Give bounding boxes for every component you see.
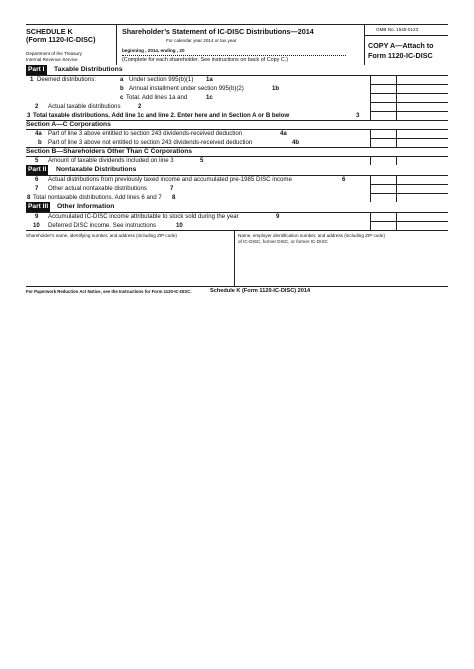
line-4a-total[interactable]: [396, 129, 449, 138]
shareholder-info-label: Shareholder’s name, identifying number, and address (including ZIP code): [26, 233, 177, 238]
line-10-amount[interactable]: [370, 221, 397, 230]
line-label: Annual installment under section 995(b)(2): [129, 85, 244, 92]
tax-period-underline: [122, 55, 346, 56]
omb-rule: [364, 35, 448, 36]
line-ref: 1b: [272, 85, 280, 92]
line-1b-amount[interactable]: [370, 84, 397, 93]
line-4b-amount[interactable]: [370, 138, 397, 147]
line-label: Accumulated IC-DISC income attributable to stock sold during the year: [48, 213, 239, 220]
line-ref: 7: [170, 185, 174, 192]
line-3-row: [26, 111, 448, 120]
form-number: (Form 1120-IC-DISC): [26, 35, 96, 44]
line-5-total[interactable]: [396, 156, 449, 165]
department-label: Department of the Treasury: [26, 51, 82, 56]
line-number: 4a: [35, 130, 42, 137]
line-4a-amount[interactable]: [370, 129, 397, 138]
line-7-total[interactable]: [396, 184, 449, 193]
line-1a-total[interactable]: [396, 75, 449, 84]
line-sub: a: [120, 76, 124, 83]
line-4b-row: [26, 138, 448, 147]
line-ref: 9: [276, 213, 280, 220]
shareholder-info-field[interactable]: [26, 240, 234, 286]
line-number: 7: [35, 185, 39, 192]
disc-info-label-2: of IC-DISC, former DISC, or former IC-DISC: [238, 239, 328, 244]
irs-label: Internal Revenue Service: [26, 57, 78, 62]
line-1c-row: [26, 93, 448, 102]
rule: [26, 230, 448, 231]
part-1-title: Taxable Distributions: [54, 66, 123, 73]
line-10-total[interactable]: [396, 221, 449, 230]
line-9-row: [26, 212, 448, 221]
line-6-amount[interactable]: [370, 175, 397, 184]
line-label: Amount of taxable dividends included on line 3: [48, 157, 174, 164]
paperwork-notice: For Paperwork Reduction Act Notice, see the Instructions for Form 1120-IC-DISC.: [26, 289, 192, 294]
line-label: Total. Add lines 1a and: [126, 94, 188, 101]
line-label: Part of line 3 above not entitled to section 243 dividends-received deduction: [48, 139, 253, 146]
tax-period-field[interactable]: beginning , 2014, ending , 20: [122, 48, 185, 53]
line-6-total[interactable]: [396, 175, 449, 184]
line-label: Deferred DISC income. See instructions: [48, 222, 157, 229]
line-number: 5: [35, 157, 39, 164]
line-ref: 8: [172, 194, 176, 201]
form-title: Shareholder’s Statement of IC-DISC Distributions—2014: [122, 27, 314, 36]
line-number: 10: [33, 222, 40, 229]
form-top-rule: [26, 24, 448, 25]
line-9-amount[interactable]: [370, 212, 397, 221]
line-label: Actual taxable distributions: [48, 103, 121, 110]
line-number: 3: [27, 112, 31, 119]
line-7-row: [26, 184, 448, 193]
line-1b-total[interactable]: [396, 84, 449, 93]
line-7-amount[interactable]: [370, 184, 397, 193]
line-ref: 2: [138, 103, 142, 110]
part-3-tag: Part III: [28, 203, 49, 210]
line-1c-total[interactable]: [396, 93, 449, 102]
line-6-row: [26, 175, 448, 184]
line-ref: 1c: [206, 94, 213, 101]
line-3-amount[interactable]: [370, 111, 397, 120]
line-ref: 4a: [280, 130, 287, 137]
line-ref: 3: [356, 112, 360, 119]
section-a-title: Section A—C Corporations: [26, 121, 111, 128]
line-1c-amount[interactable]: [370, 93, 397, 102]
line-label-2: Under section 995(b)(1): [129, 76, 194, 83]
line-label: Total nontaxable distributions. Add lines 6 and 7: [33, 194, 162, 201]
line-ref: 4b: [292, 139, 300, 146]
line-number: 9: [35, 213, 39, 220]
header-divider-right: [364, 24, 365, 65]
line-8-total[interactable]: [396, 193, 449, 202]
line-number: 2: [35, 103, 39, 110]
line-label: Actual distributions from previously taxed income and accumulated pre-1985 DISC income: [48, 176, 292, 183]
copy-a-line1: COPY A—Attach to: [368, 41, 434, 50]
complete-instruction: (Complete for each shareholder. See instructions on back of Copy C.): [122, 57, 288, 63]
section-b-title: Section B—Shareholders Other Than C Corporations: [26, 148, 192, 155]
line-ref: 1a: [206, 76, 213, 83]
line-number: 8: [27, 194, 31, 201]
line-1a-amount[interactable]: [370, 75, 397, 84]
footer-divider: [234, 230, 235, 286]
schedule-k-form: [26, 24, 448, 300]
header-divider-left: [116, 24, 117, 65]
line-sub: c: [120, 94, 124, 101]
part-2-tag: Part II: [28, 166, 47, 173]
line-2-total[interactable]: [396, 102, 449, 111]
line-4b-total[interactable]: [396, 138, 449, 147]
part-2-header: [26, 165, 448, 175]
line-5-amount[interactable]: [370, 156, 397, 165]
part-1-header: [26, 65, 448, 75]
footer-bottom-rule: [26, 286, 448, 287]
tax-year-label: For calendar year 2014 or tax year: [166, 38, 237, 43]
line-2-row: [26, 102, 448, 111]
line-ref: 10: [176, 222, 183, 229]
line-sub: b: [120, 85, 124, 92]
line-label: Part of line 3 above entitled to section 243 dividends-received deduction: [48, 130, 243, 137]
part-1-tag: Part I: [28, 66, 45, 73]
line-8-row: [26, 193, 448, 202]
line-number: 6: [35, 176, 39, 183]
line-4a-row: [26, 129, 448, 138]
line-9-total[interactable]: [396, 212, 449, 221]
line-label: Deemed distributions:: [37, 76, 96, 83]
disc-info-label-1: Name, employer identification number, and address (including ZIP code): [238, 233, 385, 238]
disc-info-field[interactable]: [236, 246, 448, 286]
line-1b-row: [26, 84, 448, 93]
line-3-total[interactable]: [396, 111, 449, 120]
line-number: b: [38, 139, 42, 146]
part-2-title: Nontaxable Distributions: [56, 166, 137, 173]
line-1a-row: [26, 75, 448, 84]
form-footer-id: Schedule K (Form 1120-IC-DISC) 2014: [210, 288, 311, 294]
line-8-amount[interactable]: [370, 193, 397, 202]
part-3-title: Other Information: [57, 203, 115, 210]
line-number: 1: [30, 76, 34, 83]
line-label: Other actual nontaxable distributions: [48, 185, 147, 192]
line-ref: 6: [342, 176, 346, 183]
line-label: Total taxable distributions. Add line 1c and line 2. Enter here and in Section A or B below: [33, 112, 290, 119]
omb-number: OMB No. 1545-0123: [376, 27, 419, 32]
part-3-header: [26, 202, 448, 212]
line-5-row: [26, 156, 448, 165]
line-ref: 5: [200, 157, 204, 164]
line-2-amount[interactable]: [370, 102, 397, 111]
copy-a-line2: Form 1120-IC-DISC: [368, 51, 433, 60]
schedule-label: SCHEDULE K: [26, 27, 73, 36]
line-10-row: [26, 221, 448, 230]
